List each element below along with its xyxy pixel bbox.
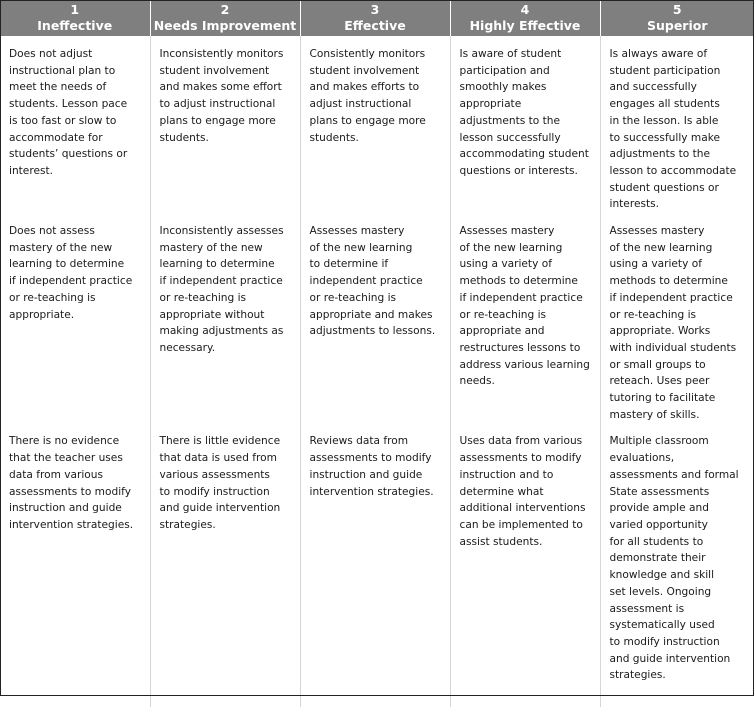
header-level-2 bbox=[150, 0, 300, 36]
header-row bbox=[0, 0, 754, 36]
rubric-cell: Inconsistently assesses mastery of the new learning to determine if independent practice or re-teaching is appropriate without making adjustments as necessary. bbox=[150, 213, 300, 423]
level-number: 1 bbox=[70, 2, 80, 17]
header-level-4 bbox=[450, 0, 600, 36]
rubric-cell: Assesses mastery of the new learning to determine if independent practice or re-teaching is appropriate and makes adjustments to lessons. bbox=[300, 213, 450, 423]
rubric-body bbox=[0, 36, 754, 707]
rubric-cell: Multiple classroom evaluations, assessments and formal State assessments provide ample and varied opportunity for all students to demonstrate their knowledge and skill set levels. Ongoing assessment is systematically used to modify instruction and guide intervention strategies. bbox=[600, 423, 754, 707]
rubric-cell: There is no evidence that the teacher uses data from various assessments to modify instruction and guide intervention strategies. bbox=[9, 435, 134, 531]
rubric-cell: Assesses mastery of the new learning using a variety of methods to determine if independent practice or re-teaching is appropriate. Works with individual students or small groups to reteach. Uses peer tutoring to facilitate mastery of skills. bbox=[600, 213, 754, 423]
level-number: 5 bbox=[672, 2, 682, 17]
level-number: 2 bbox=[220, 2, 230, 17]
level-label: Needs Improvement bbox=[153, 18, 297, 33]
level-label: Highly Effective bbox=[469, 18, 581, 33]
rubric-cell: Reviews data from assessments to modify instruction and guide intervention strategies. bbox=[300, 423, 450, 707]
level-label: Effective bbox=[344, 18, 406, 33]
level-number: 4 bbox=[520, 2, 530, 17]
rubric-header bbox=[0, 0, 754, 36]
level-label: Ineffective bbox=[37, 18, 113, 33]
table-row bbox=[0, 213, 754, 423]
rubric-cell: Does not assess mastery of the new learning to determine if independent practice or re-teaching is appropriate. bbox=[9, 225, 133, 321]
header-level-5 bbox=[600, 0, 754, 36]
rubric-cell: Inconsistently monitors student involvement and makes some effort to adjust instructional plans to engage more students. bbox=[150, 36, 300, 213]
level-number: 3 bbox=[370, 2, 380, 17]
rubric-cell: Does not adjust instructional plan to meet the needs of students. Lesson pace is too fast or slow to accommodate for students’ questions or interest. bbox=[9, 48, 128, 177]
header-level-1 bbox=[0, 0, 150, 36]
rubric-cell: Consistently monitors student involvement and makes efforts to adjust instructional plans to engage more students. bbox=[300, 36, 450, 213]
rubric-cell: Is always aware of student participation and successfully engages all students in the lesson. Is able to successfully make adjustments to the lesson to accommodate student questions or interests. bbox=[600, 36, 754, 213]
table-row bbox=[0, 36, 754, 213]
rubric-cell: Is aware of student participation and smoothly makes appropriate adjustments to the lesson successfully accommodating student questions or interests. bbox=[450, 36, 600, 213]
rubric-cell: There is little evidence that data is used from various assessments to modify instruction and guide intervention strategies. bbox=[150, 423, 300, 707]
rubric-cell: Assesses mastery of the new learning using a variety of methods to determine if independent practice or re-teaching is appropriate and restructures lessons to address various learning needs. bbox=[450, 213, 600, 423]
table-row bbox=[0, 423, 754, 707]
level-label: Superior bbox=[646, 18, 708, 33]
header-level-3 bbox=[300, 0, 450, 36]
rubric-cell: Uses data from various assessments to modify instruction and to determine what additional interventions can be implemented to assist students. bbox=[450, 423, 600, 707]
